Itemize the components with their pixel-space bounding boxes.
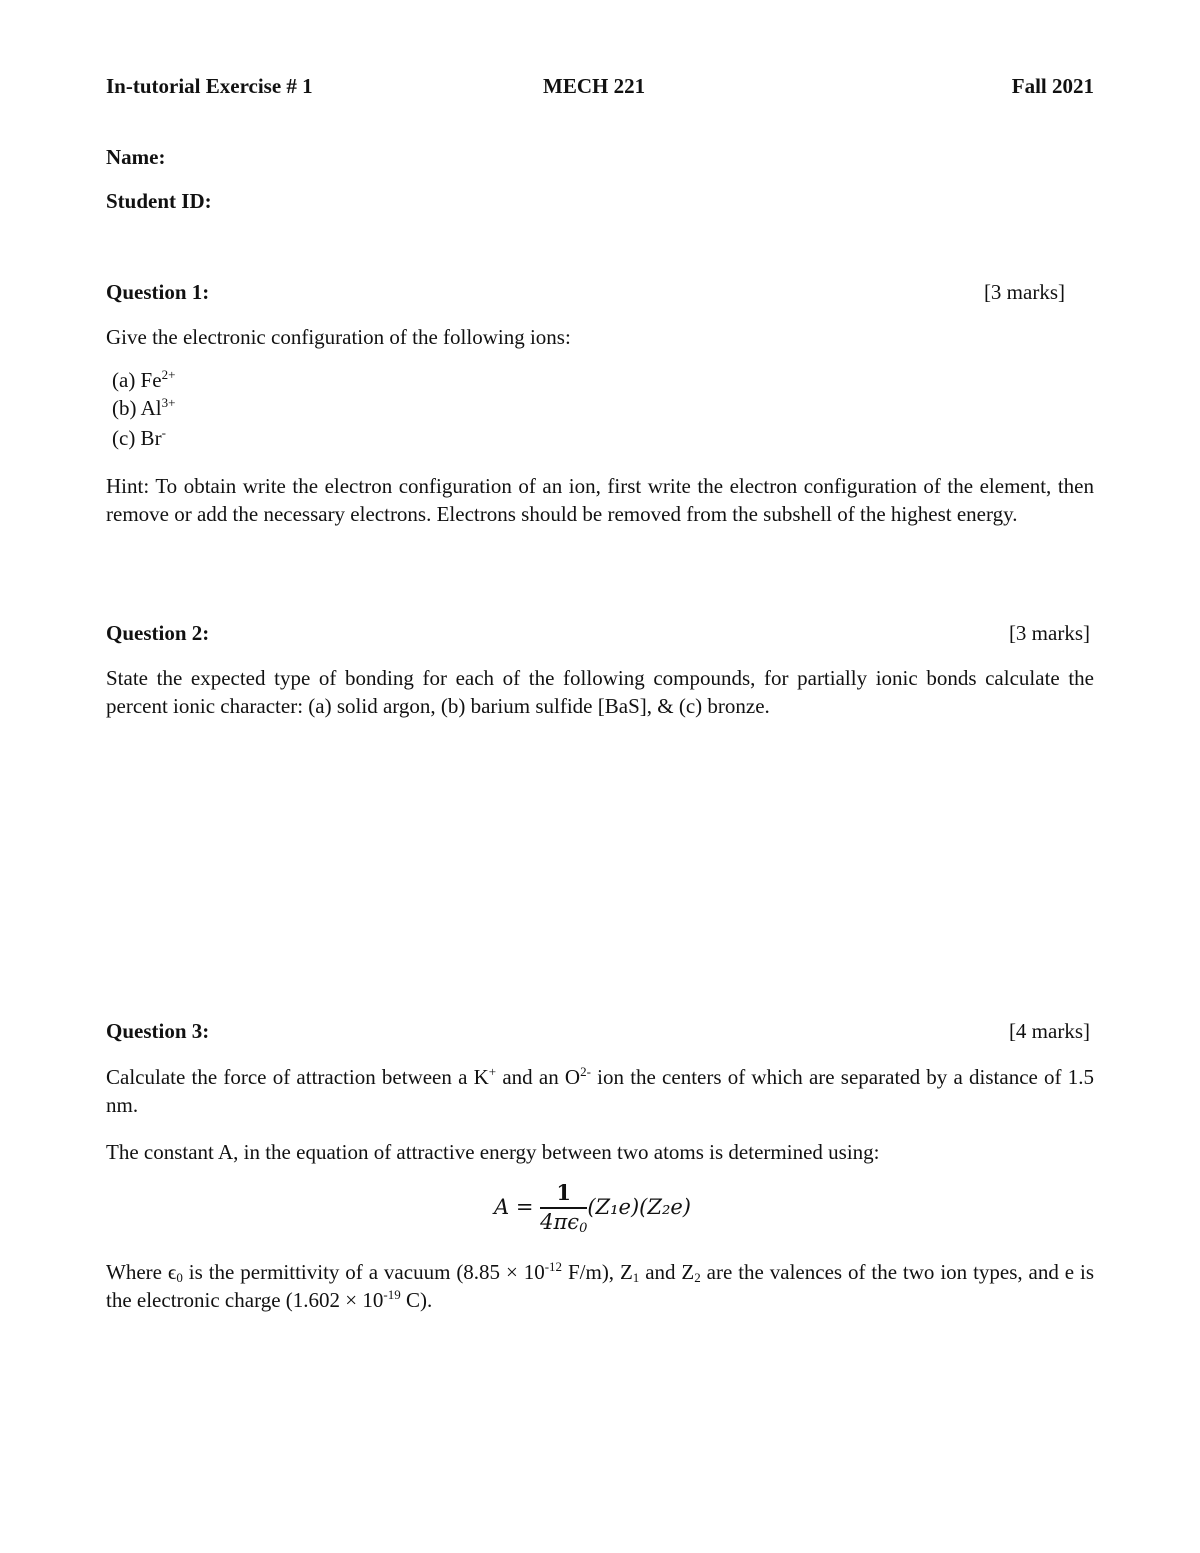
equation-denominator-text: 4πϵ: [540, 1210, 580, 1234]
where-exp1: -12: [544, 1259, 563, 1274]
where-part3: F/m), Z: [562, 1260, 633, 1284]
q2-marks: [3 marks]: [1008, 621, 1090, 645]
q3-text-a: [106, 1063, 1094, 1119]
where-part2: is the permittivity of a vacuum (8.85 × 10: [182, 1260, 545, 1284]
where-epsilon-sub: 0: [176, 1270, 183, 1285]
where-part5: are the valences of the two ion types, and e is the electronic charge (1.602 × 10: [106, 1260, 1095, 1312]
where-exp2: -19: [383, 1287, 401, 1302]
q3-title: Question 3:: [106, 1019, 210, 1043]
q2-title: Question 2:: [106, 621, 210, 645]
q2-text: State the expected type of bonding for each of the following compounds, for partially ionic bonds calculate the percent ionic character: (a) solid argon, (b) barium sulfide [BaS], & (c) bronze.: [106, 666, 1094, 718]
equation-denominator-sub: 0: [579, 1221, 588, 1236]
q1-hint: Hint: To obtain write the electron configuration of an ion, first write the electron configuration of the element, then remove or add the necessary electrons. Electrons should be removed from the subshell of the highest energy.: [106, 474, 1094, 526]
header-left: In-tutorial Exercise # 1: [106, 74, 313, 98]
student-id-label: Student ID:: [106, 189, 212, 213]
q1-item-b: [112, 396, 175, 421]
header-term: Fall 2021: [1011, 74, 1094, 98]
q1-marks: [3 marks]: [983, 280, 1065, 304]
where-z2-sub: 2: [694, 1270, 701, 1285]
q1-item-a-charge: 2+: [161, 367, 176, 382]
q3-text-a-part1: Calculate the force of attraction between a K: [106, 1065, 489, 1089]
where-z1-sub: 1: [632, 1270, 640, 1285]
where-part1: Where ϵ: [106, 1260, 177, 1284]
q1-title: Question 1:: [106, 280, 210, 304]
q3-text-a-part2: and an O: [496, 1065, 581, 1089]
equation-numerator: 1: [540, 1180, 587, 1209]
equation-fraction: [540, 1180, 587, 1234]
name-label: Name:: [106, 145, 166, 169]
equation-denominator: [540, 1209, 587, 1234]
q1-item-a: [112, 368, 175, 393]
o-ion-charge: 2-: [580, 1064, 591, 1079]
where-part6: C).: [400, 1288, 433, 1312]
q1-item-c-charge: -: [161, 425, 166, 440]
q1-prompt: Give the electronic configuration of the following ions:: [106, 325, 571, 349]
q1-item-c: [112, 426, 166, 451]
q3-where: [106, 1258, 1094, 1314]
q3-text-a-part3: ion the centers of which are separated by a distance of 1.5 nm.: [106, 1065, 1095, 1117]
q1-item-b-label: (b) Al: [112, 396, 162, 420]
equation-rhs: (Z₁e)(Z₂e): [587, 1195, 691, 1219]
q1-item-b-charge: 3+: [161, 395, 176, 410]
q1-item-a-label: (a) Fe: [112, 368, 162, 392]
where-part4: and Z: [639, 1260, 695, 1284]
q3-text-b: The constant A, in the equation of attractive energy between two atoms is determined using:: [106, 1140, 880, 1164]
equation-lhs: A =: [494, 1195, 534, 1219]
k-ion-charge: +: [488, 1064, 497, 1079]
header-course: MECH 221: [543, 74, 646, 98]
equation: [494, 1180, 691, 1234]
q3-marks: [4 marks]: [1008, 1019, 1090, 1043]
q1-item-c-label: (c) Br: [112, 426, 162, 450]
